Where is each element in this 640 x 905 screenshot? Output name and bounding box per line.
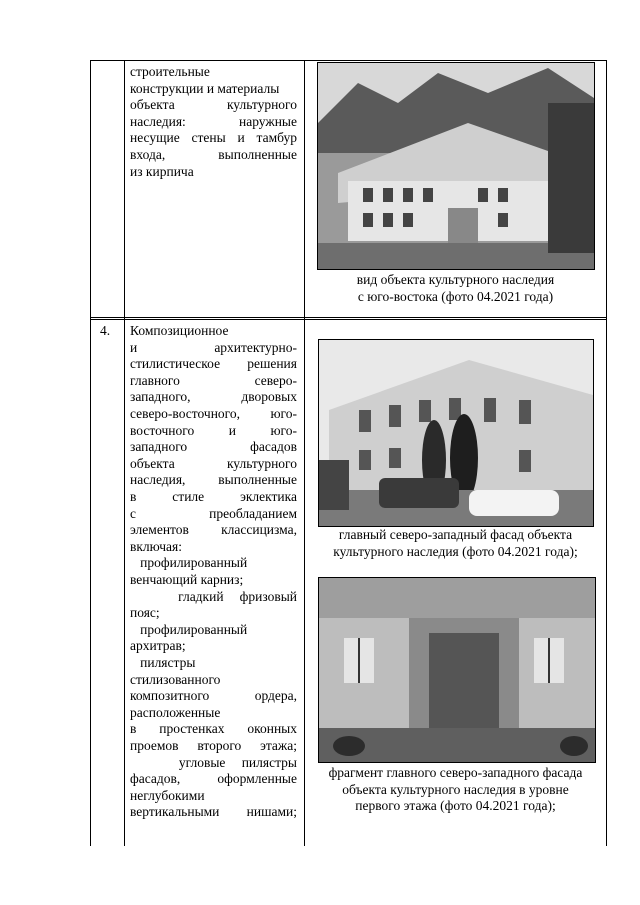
text-line: входа, выполненные	[130, 147, 297, 162]
text-line: стилизованного	[130, 671, 221, 687]
text-line: западного, дворовых	[130, 389, 297, 405]
text-line: и архитектурно-	[130, 339, 297, 355]
text-line: в простенках оконных	[130, 721, 297, 737]
caption-line: с юго-востока (фото 04.2021 года)	[357, 288, 554, 304]
text-line: профилированный	[130, 555, 248, 571]
table-border-col2	[304, 60, 305, 846]
table-border-top	[90, 60, 607, 61]
text-line: конструкции и материалы	[130, 80, 280, 96]
caption-line: культурного наследия (фото 04.2021 года);	[333, 543, 578, 559]
caption-line: первого этажа (фото 04.2021 года);	[355, 798, 556, 814]
text-line: архитрав;	[130, 638, 186, 654]
photo-southeast-view	[317, 62, 595, 270]
caption-line: объекта культурного наследия в уровне	[342, 781, 569, 797]
text-line: восточного и юго-	[130, 422, 297, 438]
text-line: угловые пилястры	[130, 754, 297, 770]
photo-southeast-caption	[305, 272, 606, 305]
text-line: Композиционное	[130, 323, 229, 338]
text-line: пилястры	[130, 655, 196, 670]
text-line: венчающий карниз;	[130, 572, 244, 587]
text-line: наследия: наружные	[130, 113, 297, 129]
photo-facade-fragment	[318, 577, 596, 763]
text-line: элементов классицизма,	[130, 522, 297, 538]
text-line: пояс;	[130, 605, 160, 621]
photo-northwest-facade-caption	[305, 527, 606, 560]
table-row-divider	[90, 317, 607, 318]
text-line: северо-восточного, юго-	[130, 406, 297, 421]
text-line: проемов второго этажа;	[130, 738, 297, 753]
text-line: наследия, выполненные	[130, 472, 297, 488]
text-line: неглубокими	[130, 787, 205, 803]
table-row-divider-2	[90, 319, 607, 320]
text-line: композитного ордера,	[130, 688, 297, 704]
text-line: объекта культурного	[130, 455, 297, 471]
text-line: гладкий фризовый	[130, 588, 297, 604]
text-line: расположенные	[130, 704, 221, 720]
text-line: вертикальными нишами;	[130, 804, 297, 820]
text-line: из кирпича	[130, 163, 194, 179]
table-border-right	[606, 60, 607, 846]
text-line: в стиле эклектика	[130, 489, 297, 504]
table-border-left	[90, 60, 91, 846]
text-line: включая:	[130, 538, 182, 554]
caption-line: главный северо-западный фасад объекта	[338, 527, 573, 542]
photo-northwest-facade	[318, 339, 594, 527]
text-line: фасадов, оформленные	[130, 771, 297, 787]
photo-facade-fragment-caption	[305, 765, 606, 815]
text-line: объекта культурного	[130, 97, 297, 113]
caption-line: фрагмент главного северо-западного фасада	[328, 765, 583, 780]
row4-number: 4.	[100, 323, 111, 338]
text-line: главного северо-	[130, 372, 297, 388]
caption-line: вид объекта культурного наследия	[356, 272, 555, 287]
text-line: западного фасадов	[130, 439, 297, 455]
text-line: строительные	[130, 64, 210, 79]
text-line: с преобладанием	[130, 505, 297, 521]
text-line: стилистическое решения	[130, 356, 297, 372]
table-border-col1	[124, 60, 125, 846]
text-line: профилированный	[130, 621, 248, 637]
text-line: несущие стены и тамбур	[130, 130, 297, 146]
